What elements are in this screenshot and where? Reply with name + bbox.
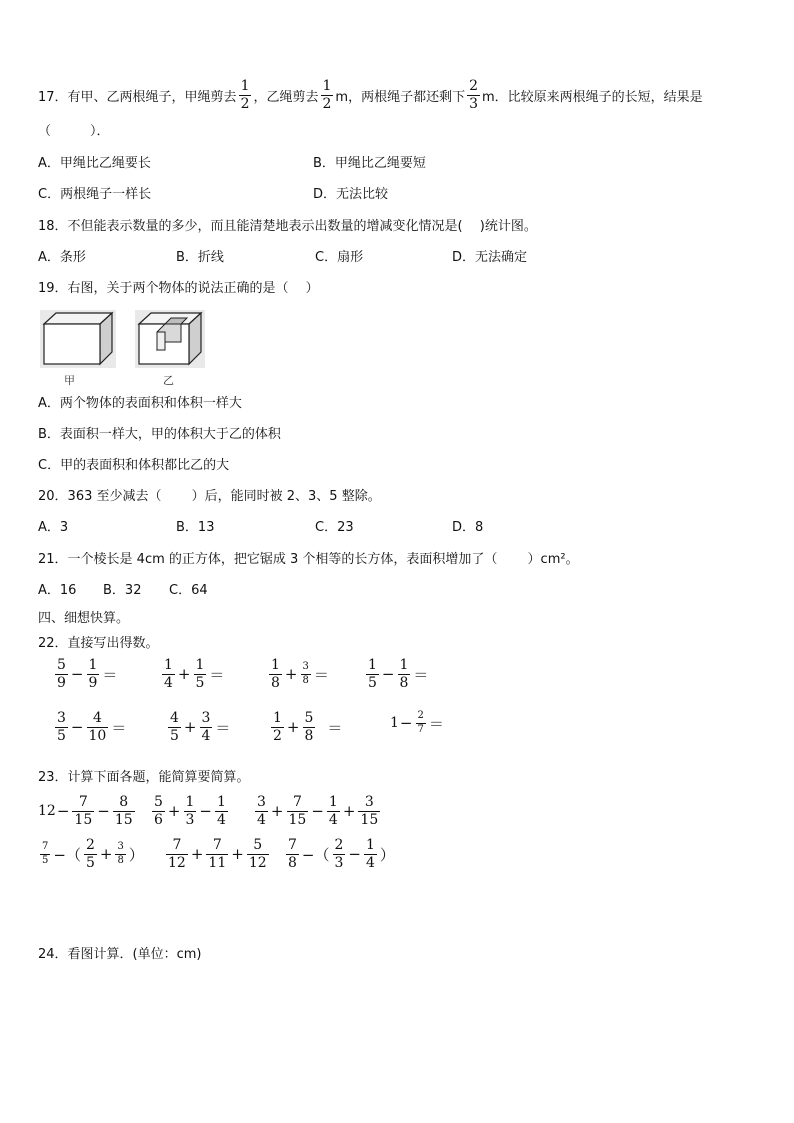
solid-cube-figure: [40, 310, 116, 368]
q18-option-a[interactable]: A．条形: [38, 250, 86, 265]
q21-option-a[interactable]: A．16: [38, 583, 77, 598]
q17-text-1: 有甲、乙两根绳子，甲绳剪去: [67, 89, 237, 105]
fraction: $\frac{1}{4}$: [366, 837, 375, 871]
q17-fraction-1: $\frac{1}{2}$: [240, 78, 250, 112]
fraction: $\frac{1}{3}$: [185, 794, 195, 828]
q17-option-a[interactable]: A．甲绳比乙绳要长: [38, 156, 151, 171]
fraction: $\frac{5}{6}$: [154, 794, 163, 828]
figure-label-b: 乙: [163, 374, 174, 387]
q23-expr-6: $\frac{7}{8}$ −（ $\frac{2}{3}$ − $\frac{1}{4}$ ）: [288, 837, 395, 871]
fraction: $\frac{7}{8}$: [288, 837, 297, 871]
fraction: $\frac{3}{8}$: [117, 841, 124, 866]
notched-cube-figure: [135, 310, 205, 368]
fraction: $\frac{7}{15}$: [288, 794, 307, 828]
fraction: $\frac{1}{9}$: [88, 657, 98, 691]
fraction: $\frac{1}{2}$: [273, 710, 282, 744]
q20-option-a[interactable]: A．3: [38, 520, 69, 535]
q17-fraction-3: $\frac{2}{3}$: [469, 78, 479, 112]
q22-expr-8: 1 − $\frac{2}{7}$ ＝: [390, 710, 444, 735]
q18-option-d[interactable]: D．无法确定: [452, 250, 528, 265]
figure-label-a: 甲: [64, 374, 75, 387]
q17-stem: [38, 79, 703, 111]
q22-expr-5: $\frac{3}{5}$ − $\frac{4}{10}$ ＝: [57, 710, 127, 744]
q17-fraction-2: $\frac{1}{2}$: [322, 78, 332, 112]
q23-expr-5: $\frac{7}{12}$ + $\frac{7}{11}$ + $\frac{5}{12}$: [168, 837, 267, 871]
fraction: $\frac{4}{5}$: [170, 710, 179, 744]
fraction: $\frac{2}{5}$: [85, 837, 95, 871]
q20-option-c[interactable]: C．23: [315, 520, 354, 535]
q22-expr-7: $\frac{1}{2}$ + $\frac{5}{8}$ ＝: [273, 710, 343, 744]
q22-expr-2: $\frac{1}{4}$ + $\frac{1}{5}$ ＝: [164, 657, 225, 691]
fraction: $\frac{8}{15}$: [114, 794, 133, 828]
q22-expr-6: $\frac{4}{5}$ + $\frac{3}{4}$ ＝: [170, 710, 231, 744]
q19-option-b[interactable]: B．表面积一样大，甲的体积大于乙的体积: [38, 427, 281, 442]
q19-stem: 19．右图，关于两个物体的说法正确的是（ ）: [38, 281, 319, 296]
q17-answer-blank: （ ）．: [38, 124, 110, 139]
q17-option-c[interactable]: C．两根绳子一样长: [38, 187, 152, 202]
section-four-heading: 四、细想快算。: [38, 611, 130, 626]
q23-expr-2: $\frac{5}{6}$ + $\frac{1}{3}$ − $\frac{1}{4}$: [154, 794, 226, 828]
fraction: $\frac{1}{5}$: [195, 657, 205, 691]
q17-number: 17．: [38, 89, 68, 105]
q23-expr-4: $\frac{7}{5}$ −（ $\frac{2}{5}$ + $\frac{3}{8}$ ）: [42, 837, 144, 871]
q17-option-d[interactable]: D．无法比较: [313, 187, 389, 202]
fraction: $\frac{3}{5}$: [57, 710, 66, 744]
fraction: $\frac{1}{4}$: [217, 794, 226, 828]
fraction: $\frac{3}{8}$: [302, 661, 309, 686]
fraction: $\frac{1}{8}$: [399, 657, 409, 691]
q23-stem: 23．计算下面各题，能简算要简算。: [38, 770, 250, 785]
fraction: $\frac{5}{12}$: [248, 837, 267, 871]
q21-option-c[interactable]: C．64: [169, 583, 208, 598]
q22-expr-1: $\frac{5}{9}$ − $\frac{1}{9}$ ＝: [57, 657, 118, 691]
q20-option-b[interactable]: B．13: [176, 520, 215, 535]
q18-option-b[interactable]: B．折线: [176, 250, 224, 265]
q20-stem: 20．363 至少减去（ ）后，能同时被 2、3、5 整除。: [38, 489, 381, 504]
q17-text-3: m，两根绳子都还剩下: [335, 89, 466, 105]
q18-stem: 18．不但能表示数量的多少，而且能清楚地表示出数量的增减变化情况是( )统计图。: [38, 219, 537, 234]
q19-option-c[interactable]: C．甲的表面积和体积都比乙的大: [38, 458, 230, 473]
q21-option-b[interactable]: B．32: [103, 583, 142, 598]
fraction: $\frac{2}{3}$: [334, 837, 344, 871]
fraction: $\frac{3}{15}$: [360, 794, 379, 828]
fraction: $\frac{7}{12}$: [168, 837, 186, 871]
fraction: $\frac{5}{8}$: [304, 710, 314, 744]
fraction: $\frac{1}{5}$: [368, 657, 377, 691]
fraction: $\frac{3}{4}$: [257, 794, 266, 828]
q22-expr-3: $\frac{1}{8}$ + $\frac{3}{8}$ ＝: [271, 657, 329, 691]
fraction: $\frac{1}{8}$: [271, 657, 280, 691]
fraction: $\frac{5}{9}$: [57, 657, 66, 691]
q23-expr-3: $\frac{3}{4}$ + $\frac{7}{15}$ − $\frac{1}{4}$ + $\frac{3}{15}$: [257, 794, 379, 828]
q23-expr-1: 12 − $\frac{7}{15}$ − $\frac{8}{15}$: [38, 794, 133, 828]
fraction: $\frac{1}{4}$: [328, 794, 338, 828]
fraction: $\frac{4}{10}$: [88, 710, 107, 744]
q24-stem: 24．看图计算．(单位：cm): [38, 947, 202, 962]
q17-text-4: m．比较原来两根绳子的长短，结果是: [482, 89, 703, 105]
q17-text-2: ，乙绳剪去: [253, 89, 319, 105]
q19-option-a[interactable]: A．两个物体的表面积和体积一样大: [38, 396, 242, 411]
q22-expr-4: $\frac{1}{5}$ − $\frac{1}{8}$ ＝: [368, 657, 429, 691]
fraction: $\frac{2}{7}$: [417, 710, 424, 735]
q20-option-d[interactable]: D．8: [452, 520, 484, 535]
fraction: $\frac{7}{5}$: [42, 841, 49, 866]
fraction: $\frac{3}{4}$: [201, 710, 211, 744]
fraction: $\frac{7}{15}$: [74, 794, 93, 828]
fraction: $\frac{1}{4}$: [164, 657, 173, 691]
q17-option-b[interactable]: B．甲绳比乙绳要短: [313, 156, 426, 171]
q22-stem: 22．直接写出得数。: [38, 636, 159, 651]
q21-stem: 21．一个棱长是 4cm 的正方体，把它锯成 3 个相等的长方体，表面积增加了（ ）cm²。: [38, 552, 579, 567]
q18-option-c[interactable]: C．扇形: [315, 250, 364, 265]
fraction: $\frac{7}{11}$: [208, 837, 227, 871]
